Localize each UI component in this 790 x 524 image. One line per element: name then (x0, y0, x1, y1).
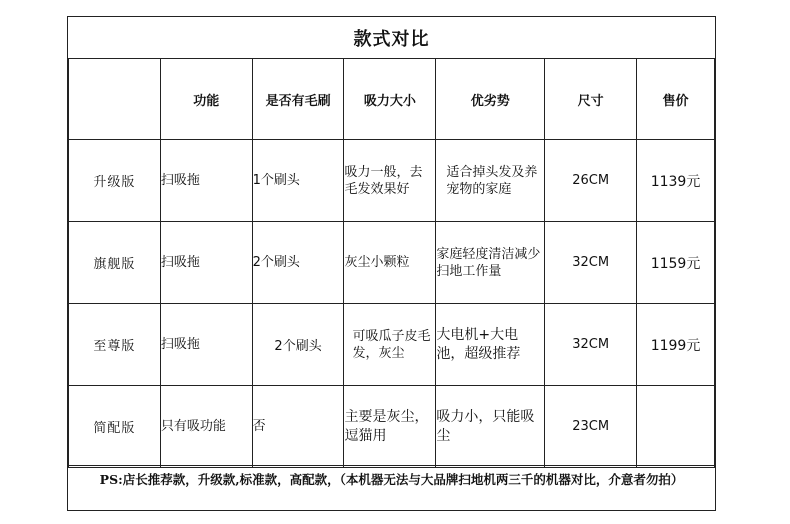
footnote: PS:店长推荐款，升级款,标准款，高配款，（本机器无法与大品牌扫地机两三千的机器对比，介意者勿拍） (68, 465, 715, 510)
suction-cell: 吸力一般，去毛发效果好 (344, 140, 436, 222)
header-suction: 吸力大小 (344, 59, 436, 140)
header-price: 售价 (637, 59, 715, 140)
price-cell: 1159元 (637, 222, 715, 304)
table-row (69, 222, 715, 304)
table-row (69, 304, 715, 386)
brush-cell: 1个刷头 (252, 140, 344, 222)
header-pros-cons: 优劣势 (436, 59, 545, 140)
pros-cons-cell: 吸力小，只能吸尘 (436, 386, 545, 468)
brush-cell: 2个刷头 (252, 222, 344, 304)
header-row (69, 59, 715, 140)
header-brush: 是否有毛刷 (252, 59, 344, 140)
header-size: 尺寸 (545, 59, 637, 140)
price-cell (637, 386, 715, 468)
header-function: 功能 (160, 59, 252, 140)
size-cell: 32CM (545, 222, 637, 304)
pros-cons-cell: 大电机+大电池，超级推荐 (436, 304, 545, 386)
version-name: 至尊版 (69, 304, 161, 386)
version-name: 升级版 (69, 140, 161, 222)
version-name: 旗舰版 (69, 222, 161, 304)
pros-cons-cell: 家庭轻度清洁减少扫地工作量 (436, 222, 545, 304)
size-cell: 23CM (545, 386, 637, 468)
table-row (69, 386, 715, 468)
function-cell: 扫吸拖 (160, 222, 252, 304)
header-empty (69, 59, 161, 140)
size-cell: 26CM (545, 140, 637, 222)
version-name: 简配版 (69, 386, 161, 468)
table-title: 款式对比 (68, 17, 715, 59)
suction-cell: 可吸瓜子皮毛发，灰尘 (344, 304, 436, 386)
pros-cons-cell: 适合掉头发及养宠物的家庭 (436, 140, 545, 222)
comparison-table (68, 58, 715, 468)
price-cell: 1199元 (637, 304, 715, 386)
function-cell: 扫吸拖 (160, 140, 252, 222)
brush-cell: 否 (252, 386, 344, 468)
comparison-table-frame (67, 16, 716, 511)
price-cell: 1139元 (637, 140, 715, 222)
suction-cell: 主要是灰尘，逗猫用 (344, 386, 436, 468)
size-cell: 32CM (545, 304, 637, 386)
function-cell: 只有吸功能 (160, 386, 252, 468)
table-row (69, 140, 715, 222)
suction-cell: 灰尘小颗粒 (344, 222, 436, 304)
brush-cell: 2个刷头 (252, 304, 344, 386)
function-cell: 扫吸拖 (160, 304, 252, 386)
